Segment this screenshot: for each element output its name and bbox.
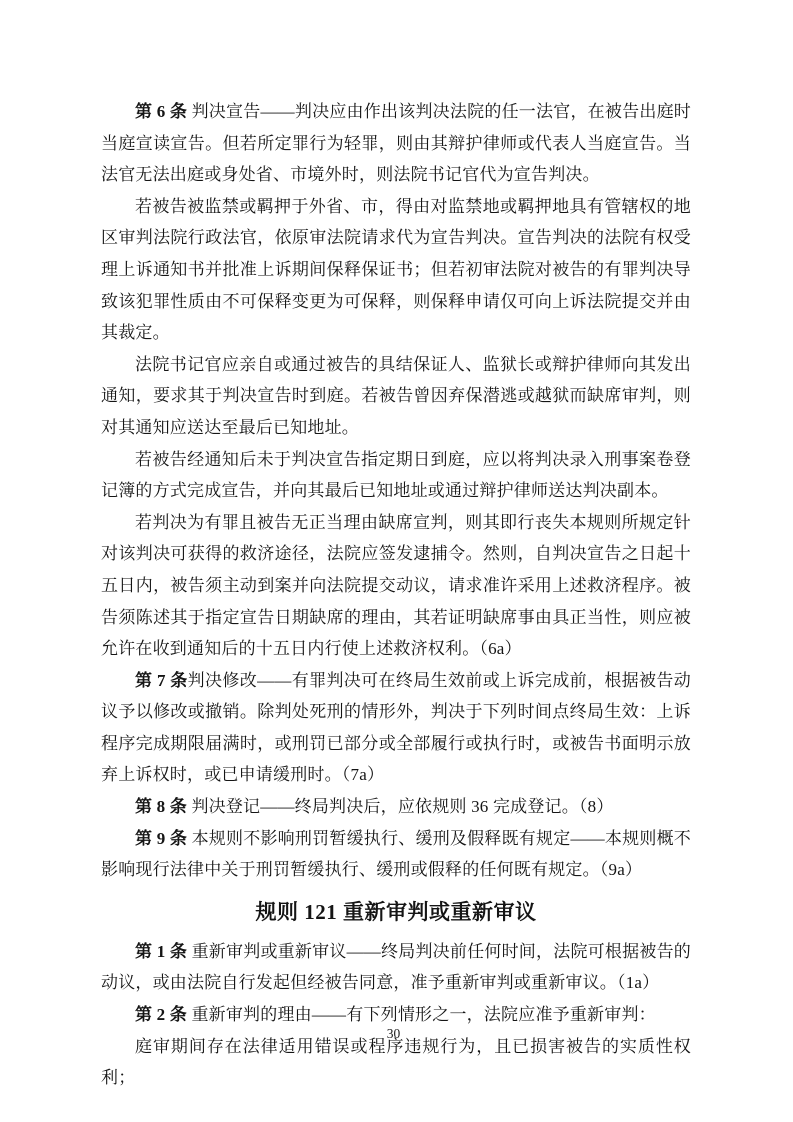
paragraph-text: 若被告经通知后未于判决宣告指定期日到庭，应以将判决录入刑事案卷登记簿的方式完成宣告，并向其最后已知地址或通过辩护律师送达判决副本。 — [101, 449, 691, 501]
paragraph-rule120-art8 — [101, 791, 691, 823]
article-label: 第 8 条 — [135, 797, 187, 817]
paragraph-text: 重新审判或重新审议——终局判决前任何时间，法院可根据被告的动议，或由法院自行发起但经被告同意，准予重新审判或重新审议。（1a） — [101, 941, 691, 993]
paragraph-text: 法院书记官应亲自或通过被告的具结保证人、监狱长或辩护律师向其发出通知，要求其于判决宣告时到庭。若被告曾因弃保潜逃或越狱而缺席审判，则对其通知应送达至最后已知地址。 — [101, 354, 691, 437]
paragraph-text: 若判决为有罪且被告无正当理由缺席宣判，则其即行丧失本规则所规定针对该判决可获得的救济途径，法院应签发逮捕令。然则，自判决宣告之日起十五日内，被告须主动到案并向法院提交动议，请求准许采用上述救济程序。被告须陈述其于指定宣告日期缺席的理由，其若证明缺席事由具正当性，则应被允许在收到通知后的十五日内行使上述救济权利。（6a） — [101, 512, 691, 659]
article-label: 第 1 条 — [135, 941, 188, 961]
paragraph-art6-cont-1 — [101, 191, 691, 349]
paragraph-text: 本规则不影响刑罚暂缓执行、缓刑及假释既有规定——本规则概不影响现行法律中关于刑罚暂缓执行、缓刑或假释的任何既有规定。（9a） — [101, 828, 691, 880]
paragraph-rule120-art9 — [101, 823, 691, 886]
paragraph-rule120-art7 — [101, 665, 691, 791]
paragraph-text: 判决登记——终局判决后，应依规则 36 完成登记。（8） — [187, 797, 614, 817]
paragraph-text: 庭审期间存在法律适用错误或程序违规行为，且已损害被告的实质性权利； — [101, 1036, 691, 1088]
article-label: 第 9 条 — [135, 828, 188, 848]
paragraph-art6-cont-2 — [101, 349, 691, 444]
page-number: 30 — [386, 1026, 401, 1041]
article-label: 第 6 条 — [135, 102, 188, 121]
paragraph-rule121-art1 — [101, 936, 691, 999]
article-label: 第 2 条 — [135, 1005, 187, 1025]
paragraph-rule120-art6 — [101, 96, 691, 191]
paragraph-text: 重新审判的理由——有下列情形之一，法院应准予重新审判： — [187, 1005, 656, 1025]
paragraph-text: 若被告被监禁或羁押于外省、市，得由对监禁地或羁押地具有管辖权的地区审判法院行政法官，依原审法院请求代为宣告判决。宣告判决的法院有权受理上诉通知书并批准上诉期间保释保证书；但若初审法院对被告的有罪判决导致该犯罪性质由不可保释变更为可保释，则保释申请仅可向上诉法院提交并由其裁定。 — [101, 196, 691, 343]
paragraph-art6-cont-3 — [101, 444, 691, 507]
paragraph-art6-cont-4 — [101, 507, 691, 665]
paragraph-text: 判决修改——有罪判决可在终局生效前或上诉完成前，根据被告动议予以修改或撤销。除判处死刑的情形外，判决于下列时间点终局生效：上诉程序完成期限届满时，或刑罚已部分或全部履行或执行时，或被告书面明示放弃上诉权时，或已申请缓刑时。（7a） — [101, 670, 691, 785]
paragraph-text: 判决宣告——判决应由作出该判决法院的任一法官，在被告出庭时当庭宣读宣告。但若所定罪行为轻罪，则由其辩护律师或代表人当庭宣告。当法官无法出庭或身处省、市境外时，则法院书记官代为宣告判决。 — [101, 102, 691, 185]
rule-121-heading: 规则 121 重新审判或重新审议 — [255, 899, 537, 924]
page-content — [101, 96, 691, 1094]
article-label: 第 7 条 — [135, 670, 188, 690]
